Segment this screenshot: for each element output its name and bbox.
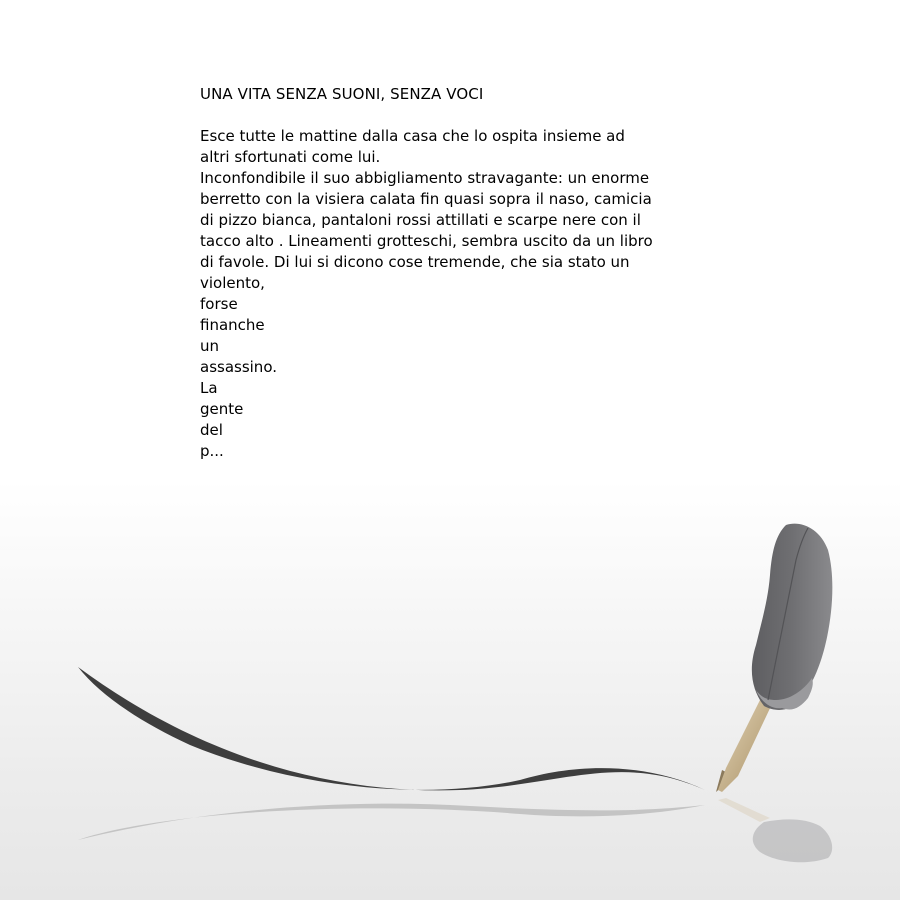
document-title: UNA VITA SENZA SUONI, SENZA VOCI bbox=[200, 85, 484, 103]
document-body: Esce tutte le mattine dalla casa che lo ospita insieme ad altri sfortunati come lui. Inconfondibile il suo abbigliamento stravagante: un enorme berretto con la visiera calata fin quasi sopra il naso, camicia di pizzo bianca, pantaloni rossi attillati e scarpe nere con il tacco alto . Lineamenti grotteschi, sembra uscito da un libro di favole. Di lui si dicono cose tremende, che sia stato un violento, forse finanche un assassino. La gente del p... bbox=[200, 127, 653, 460]
document-text bbox=[200, 84, 720, 462]
